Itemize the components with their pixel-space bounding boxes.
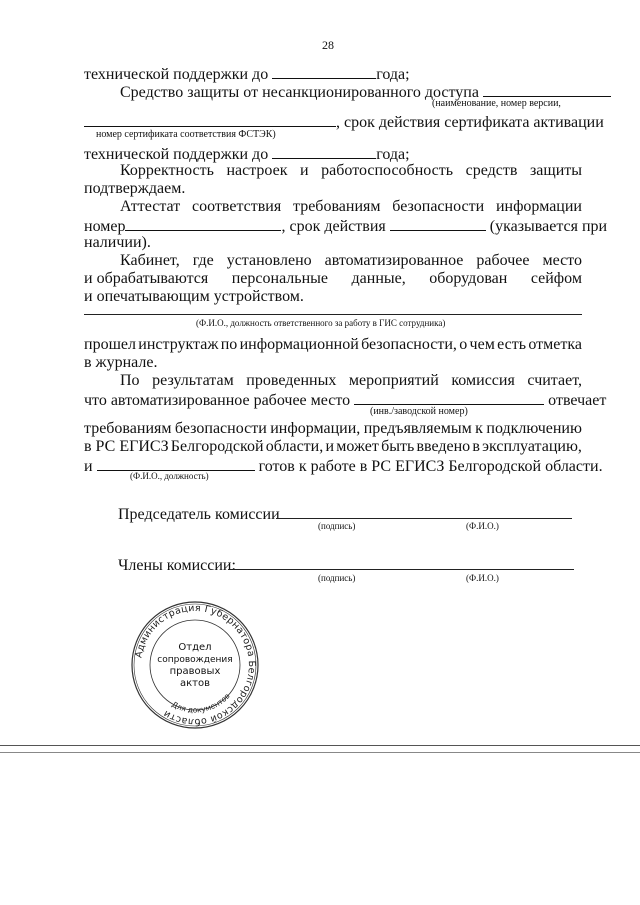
hint-name: (Ф.И.О.) — [466, 573, 499, 583]
word: данные, — [351, 270, 406, 287]
word: мероприятий — [348, 372, 439, 389]
word: считает, — [527, 372, 582, 389]
word: результатам — [152, 372, 234, 389]
blank-field — [84, 112, 336, 127]
note-label: (указывается при — [489, 218, 608, 235]
word: персональные — [231, 270, 328, 287]
word: в РС ЕГИСЗ — [84, 438, 169, 455]
members-label: Члены комиссии: — [118, 557, 236, 574]
official-stamp — [130, 600, 260, 730]
word: комиссия — [451, 372, 515, 389]
word: безопасности — [174, 420, 267, 437]
word: и обрабатываются — [84, 270, 209, 287]
hint-signature: (подпись) — [318, 521, 356, 531]
word: прошел — [84, 336, 136, 353]
svg-text:правовых: правовых — [169, 666, 221, 677]
text-line-17 — [84, 390, 606, 410]
text-line-7 — [120, 198, 582, 216]
blank-field — [390, 216, 486, 231]
word: к — [475, 420, 483, 437]
word: Аттестат — [120, 198, 181, 215]
and-label: и — [84, 458, 93, 475]
word: эксплуатацию, — [482, 438, 582, 455]
word: по — [220, 336, 238, 353]
text-line-16 — [120, 372, 582, 390]
svg-text:Для документов: Для документов — [170, 691, 232, 715]
text-line-14 — [84, 336, 582, 354]
bottom-rule — [0, 752, 640, 753]
page-number: 28 — [322, 38, 334, 52]
hint-signature: (подпись) — [318, 573, 356, 583]
word: соответствия — [192, 198, 282, 215]
hint-name-version: (наименование, номер версии, — [432, 98, 561, 109]
hint-fstek-cert: номер сертификата соответствия ФСТЭК) — [96, 129, 276, 140]
hint-fio-position: (Ф.И.О., должность) — [130, 471, 209, 481]
word: области, — [265, 438, 324, 455]
validity-label: , срок действия — [281, 218, 386, 235]
members-signature-line — [228, 569, 574, 570]
blank-field — [272, 144, 376, 159]
text-line-9: наличии). — [84, 234, 151, 251]
year-label: года; — [376, 146, 410, 163]
word: и — [325, 438, 334, 455]
complies-label: отвечает — [548, 392, 607, 409]
ready-label: готов к работе в РС ЕГИСЗ Белгородской области. — [258, 458, 603, 475]
word: быть — [381, 438, 415, 455]
word: есть — [497, 336, 527, 353]
text-line-19 — [84, 438, 582, 456]
word: предъявляемым — [363, 420, 472, 437]
word: информации, — [270, 420, 361, 437]
svg-text:Администрация Губернатора Белг: Администрация Губернатора Белгородской области — [133, 602, 258, 728]
text-line-15: в журнале. — [84, 354, 158, 371]
text-line-11 — [84, 270, 582, 288]
hint-inventory-number: (инв./заводской номер) — [370, 406, 468, 417]
text-line-18 — [84, 420, 582, 438]
word: о — [459, 336, 468, 353]
word: По — [120, 372, 140, 389]
word: настроек — [226, 162, 288, 179]
word: оборудован — [429, 270, 508, 287]
tech-support-label: технической поддержки до — [84, 146, 269, 163]
word: рабочее — [476, 252, 530, 269]
text-line-12: и опечатывающим устройством. — [84, 288, 304, 305]
chairman-signature-line — [276, 518, 572, 519]
number-label: номер — [84, 218, 126, 235]
word: информации — [495, 198, 582, 215]
blank-responsible-line — [84, 314, 582, 315]
word: сейфом — [530, 270, 582, 287]
word: отметка — [528, 336, 582, 353]
cert-activation-label: , срок действия сертификата активации — [336, 114, 604, 131]
hint-name: (Ф.И.О.) — [466, 521, 499, 531]
nsd-protection-label: Средство защиты от несанкционированного доступа — [120, 84, 479, 101]
text-line-4 — [84, 144, 410, 164]
word: Белгородской — [170, 438, 264, 455]
word: безопасности, — [361, 336, 457, 353]
arm-label: что автоматизированное рабочее место — [84, 392, 351, 409]
word: введено — [416, 438, 471, 455]
bottom-rule — [0, 745, 640, 746]
word: автоматизированное — [324, 252, 464, 269]
chairman-label: Председатель комиссии — [118, 506, 280, 523]
word: где — [192, 252, 214, 269]
tech-support-label: технической поддержки до — [84, 66, 269, 83]
word: Кабинет, — [120, 252, 180, 269]
word: защиты — [529, 162, 582, 179]
word: в — [472, 438, 480, 455]
year-label: года; — [376, 66, 410, 83]
text-line-1 — [84, 64, 410, 84]
word: средств — [465, 162, 518, 179]
blank-field — [97, 456, 255, 471]
word: может — [336, 438, 379, 455]
word: и — [300, 162, 309, 179]
hint-responsible-person: (Ф.И.О., должность ответственного за работу в ГИС сотрудника) — [196, 318, 446, 328]
word: требованиям — [84, 420, 172, 437]
word: установлено — [226, 252, 312, 269]
word: информационной — [239, 336, 359, 353]
text-line-8 — [84, 216, 607, 236]
word: инструктаж — [138, 336, 219, 353]
text-line-10 — [120, 252, 582, 270]
word: чем — [469, 336, 495, 353]
word: безопасности — [392, 198, 485, 215]
blank-field — [125, 216, 281, 231]
svg-text:сопровождения: сопровождения — [157, 655, 233, 665]
text-line-5 — [120, 162, 582, 180]
blank-field — [483, 82, 611, 97]
word: место — [542, 252, 582, 269]
word: работоспособность — [321, 162, 454, 179]
blank-field — [354, 390, 544, 405]
text-line-6: подтверждаем. — [84, 180, 186, 197]
svg-text:актов: актов — [179, 678, 211, 689]
word: подключению — [486, 420, 582, 437]
svg-text:Отдел: Отдел — [178, 642, 212, 653]
blank-field — [272, 64, 376, 79]
word: требованиям — [293, 198, 381, 215]
word: Корректность — [120, 162, 214, 179]
word: проведенных — [246, 372, 337, 389]
